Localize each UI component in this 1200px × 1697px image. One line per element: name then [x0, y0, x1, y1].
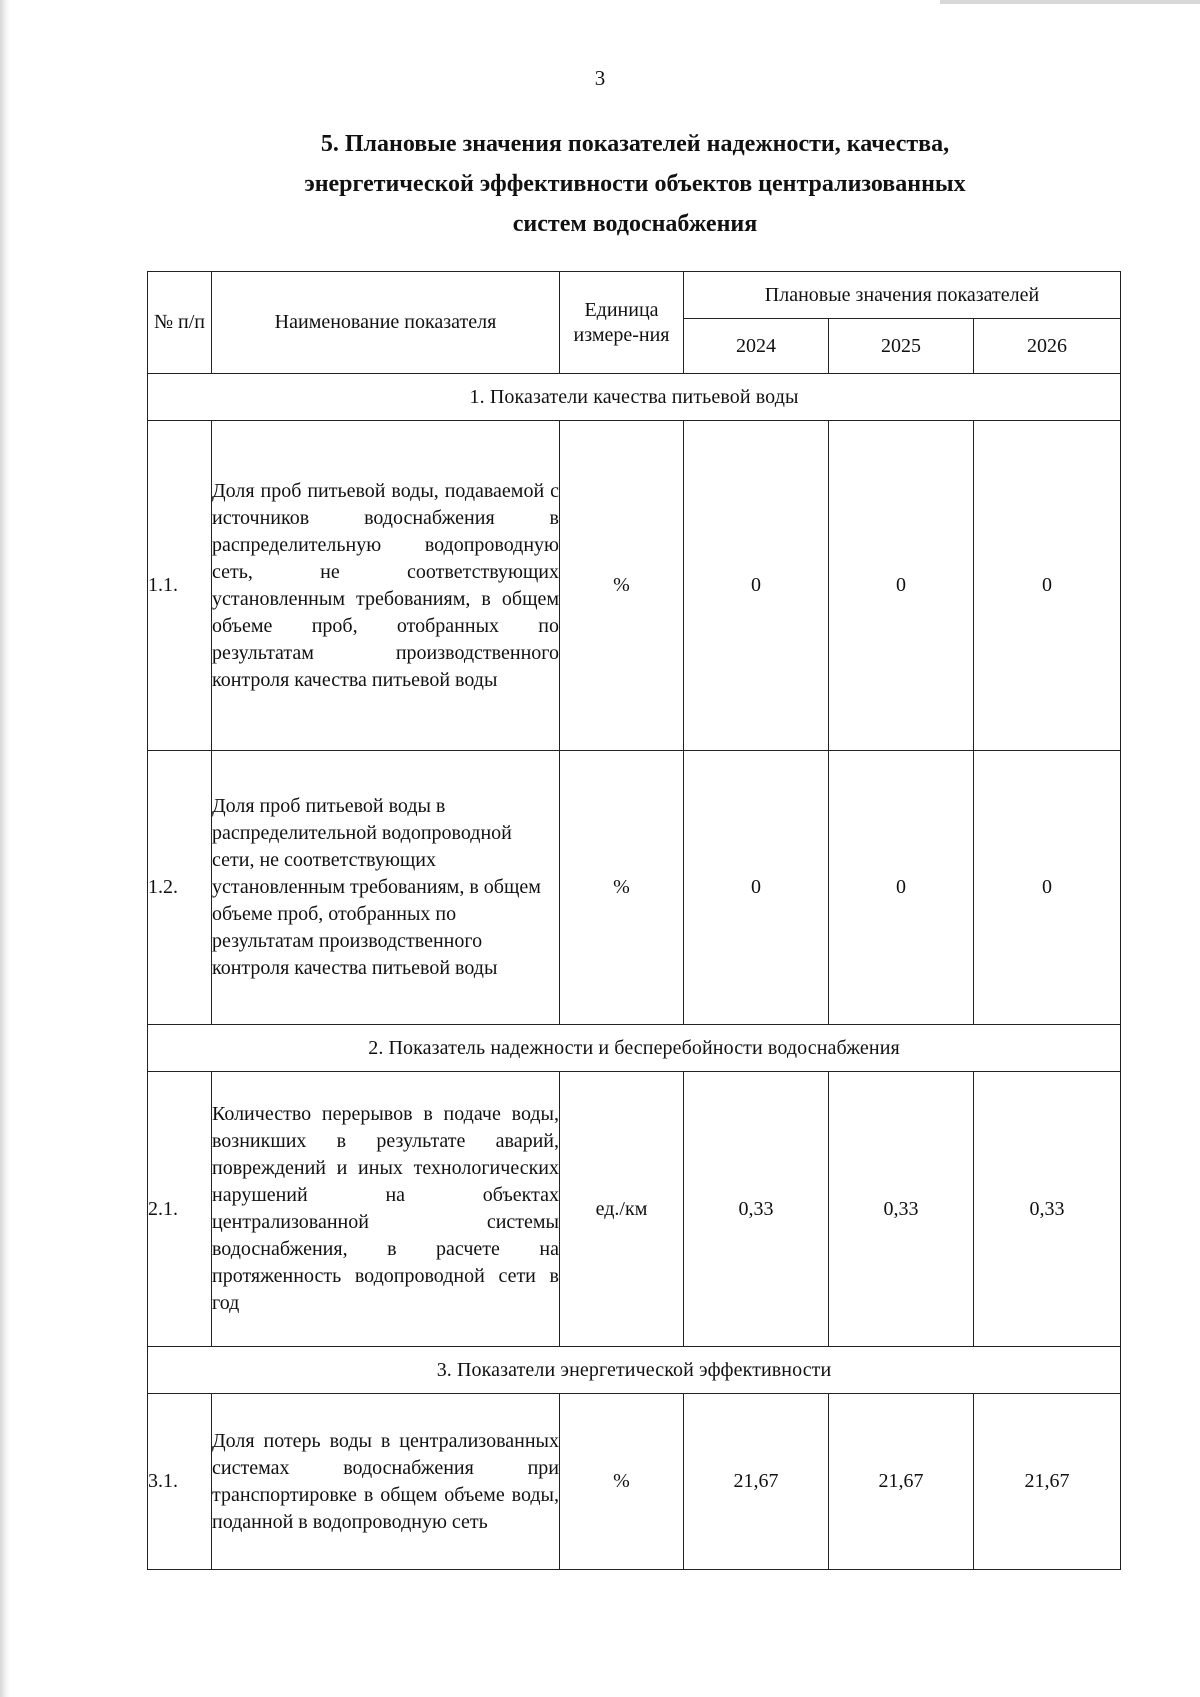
row-number: 1.2.: [148, 751, 212, 1025]
value-cell: 0: [684, 751, 829, 1025]
value-cell: 0: [974, 421, 1121, 751]
row-number: 3.1.: [148, 1394, 212, 1570]
header-year: 2026: [974, 319, 1121, 374]
header-year: 2024: [684, 319, 829, 374]
title-line: 5. Плановые значения показателей надежности, качества,: [320, 131, 950, 157]
table-row: [148, 1072, 1121, 1347]
section-title: [220, 124, 1050, 244]
section-heading: 1. Показатели качества питьевой воды: [148, 374, 1121, 421]
section-row: [148, 374, 1121, 421]
header-year: 2025: [829, 319, 974, 374]
indicator-name: Количество перерывов в подаче воды, возникших в результате аварий, повреждений и иных технологических нарушений на объектах централизованной системы водоснабжения, в расчете на протяженность водопроводной сети в год: [212, 1072, 560, 1347]
table-header-row: [148, 272, 1121, 319]
table-row: [148, 1394, 1121, 1570]
header-num: № п/п: [148, 272, 212, 374]
value-cell: 0: [684, 421, 829, 751]
value-cell: 0,33: [829, 1072, 974, 1347]
section-heading: 2. Показатель надежности и бесперебойности водоснабжения: [148, 1025, 1121, 1072]
indicator-name: Доля проб питьевой воды, подаваемой с источников водоснабжения в распределительную водопроводную сеть, не соответствующих установленным требованиям, в общем объеме проб, отобранных по результатам производственного контроля качества питьевой воды: [212, 421, 560, 751]
value-cell: 21,67: [829, 1394, 974, 1570]
row-number: 2.1.: [148, 1072, 212, 1347]
table-row: [148, 421, 1121, 751]
value-cell: 0: [829, 421, 974, 751]
scan-edge-shadow: [0, 0, 10, 1697]
row-number: 1.1.: [148, 421, 212, 751]
section-row: [148, 1025, 1121, 1072]
value-cell: 0,33: [974, 1072, 1121, 1347]
table-row: [148, 751, 1121, 1025]
indicator-name: Доля проб питьевой воды в распределительной водопроводной сети, не соответствующих установленным требованиям, в общем объеме проб, отобранных по результатам производственного контроля качества питьевой воды: [212, 751, 560, 1025]
unit-cell: ед./км: [560, 1072, 684, 1347]
value-cell: 21,67: [974, 1394, 1121, 1570]
title-line: энергетической эффективности объектов централизованных: [304, 171, 966, 197]
value-cell: 0: [829, 751, 974, 1025]
unit-cell: %: [560, 751, 684, 1025]
section-row: [148, 1347, 1121, 1394]
title-line: систем водоснабжения: [512, 211, 758, 237]
unit-cell: %: [560, 421, 684, 751]
value-cell: 21,67: [684, 1394, 829, 1570]
value-cell: 0: [974, 751, 1121, 1025]
indicators-table: [147, 271, 1121, 1570]
header-unit: Единица измере-ния: [560, 272, 684, 374]
header-name: Наименование показателя: [212, 272, 560, 374]
scan-edge-top: [940, 0, 1200, 4]
unit-cell: %: [560, 1394, 684, 1570]
section-heading: 3. Показатели энергетической эффективности: [148, 1347, 1121, 1394]
value-cell: 0,33: [684, 1072, 829, 1347]
page-number: 3: [594, 66, 606, 90]
header-plan: Плановые значения показателей: [684, 272, 1121, 319]
indicator-name: Доля потерь воды в централизованных системах водоснабжения при транспортировке в общем объеме воды, поданной в водопроводную сеть: [212, 1394, 560, 1570]
